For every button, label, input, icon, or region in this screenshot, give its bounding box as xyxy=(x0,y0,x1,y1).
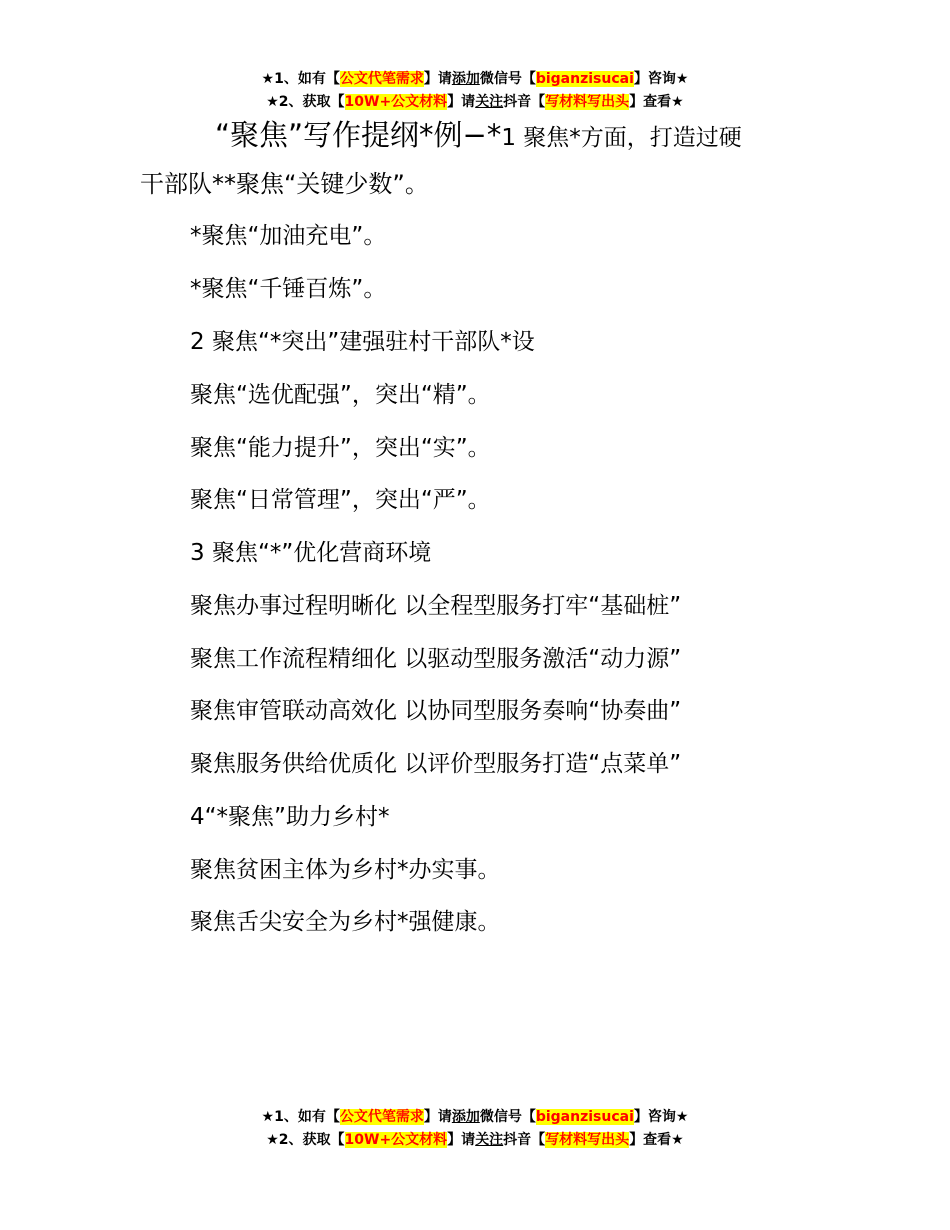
banner-underlined: 关注 xyxy=(475,1132,504,1148)
banner-text: ★1、如有【 xyxy=(261,1109,340,1125)
banner-wechat-id: biganzisucai xyxy=(535,71,634,87)
footer-banner xyxy=(0,1106,950,1152)
banner-text: 抖音【 xyxy=(503,94,546,110)
banner-text: 】查看★ xyxy=(629,94,684,110)
banner-text: 】请 xyxy=(423,1109,452,1125)
banner-underlined: 添加 xyxy=(451,1109,480,1125)
title-first-line xyxy=(140,112,830,161)
banner-highlight: 公文代笔需求 xyxy=(339,1109,424,1125)
paragraph: 聚焦“日常管理”，突出“严”。 xyxy=(190,487,491,513)
paragraph: 聚焦贫困主体为乡村*办实事。 xyxy=(190,857,501,883)
document-title xyxy=(140,112,830,207)
banner-text: 微信号【 xyxy=(479,71,536,87)
header-banner xyxy=(0,68,950,114)
paragraph: 3 聚焦“*”优化营商环境 xyxy=(190,540,432,566)
banner-text: 】咨询★ xyxy=(633,71,689,87)
banner-douyin-id: 写材料写出头 xyxy=(545,94,630,110)
paragraph: 2 聚焦“*突出”建强驻村干部队*设 xyxy=(190,329,535,355)
banner-line-2 xyxy=(0,1129,950,1152)
banner-text: 】请 xyxy=(447,1132,476,1148)
banner-text: 】请 xyxy=(423,71,452,87)
paragraph: *聚焦“加油充电”。 xyxy=(190,223,387,249)
banner-text: 抖音【 xyxy=(503,1132,546,1148)
paragraph: 聚焦办事过程明晰化 以全程型服务打牢“基础桩” xyxy=(190,593,682,619)
banner-text: ★2、获取【 xyxy=(266,94,345,110)
banner-text: 微信号【 xyxy=(479,1109,536,1125)
banner-line-2 xyxy=(0,91,950,114)
banner-douyin-id: 写材料写出头 xyxy=(545,1132,630,1148)
banner-text: 】查看★ xyxy=(629,1132,684,1148)
banner-text: ★2、获取【 xyxy=(266,1132,345,1148)
banner-highlight: 10W+公文材料 xyxy=(344,94,448,110)
banner-underlined: 添加 xyxy=(451,71,480,87)
paragraph: 聚焦舌尖安全为乡村*强健康。 xyxy=(190,909,501,935)
banner-line-1 xyxy=(0,1106,950,1129)
banner-text: 】咨询★ xyxy=(633,1109,689,1125)
paragraph: 4“*聚焦”助力乡村* xyxy=(190,804,390,830)
banner-underlined: 关注 xyxy=(475,94,504,110)
paragraph: *聚焦“千锤百炼”。 xyxy=(190,276,387,302)
banner-wechat-id: biganzisucai xyxy=(535,1109,634,1125)
paragraph: 聚焦“选优配强”，突出“精”。 xyxy=(190,382,491,408)
banner-line-1 xyxy=(0,68,950,91)
banner-highlight: 10W+公文材料 xyxy=(344,1132,448,1148)
banner-text: ★1、如有【 xyxy=(261,71,340,87)
title-wrap-line: 干部队**聚焦“关键少数”。 xyxy=(140,170,429,198)
paragraph: 聚焦“能力提升”，突出“实”。 xyxy=(190,435,491,461)
paragraph: 聚焦服务供给优质化 以评价型服务打造“点菜单” xyxy=(190,751,682,777)
banner-highlight: 公文代笔需求 xyxy=(339,71,424,87)
banner-text: 】请 xyxy=(447,94,476,110)
paragraph: 聚焦审管联动高效化 以协同型服务奏响“协奏曲” xyxy=(190,698,682,724)
title-heading: “聚焦”写作提纲*例−* xyxy=(215,118,502,152)
title-continuation: 1 聚焦*方面，打造过硬 xyxy=(501,125,742,151)
paragraph: 聚焦工作流程精细化 以驱动型服务激活“动力源” xyxy=(190,646,682,672)
